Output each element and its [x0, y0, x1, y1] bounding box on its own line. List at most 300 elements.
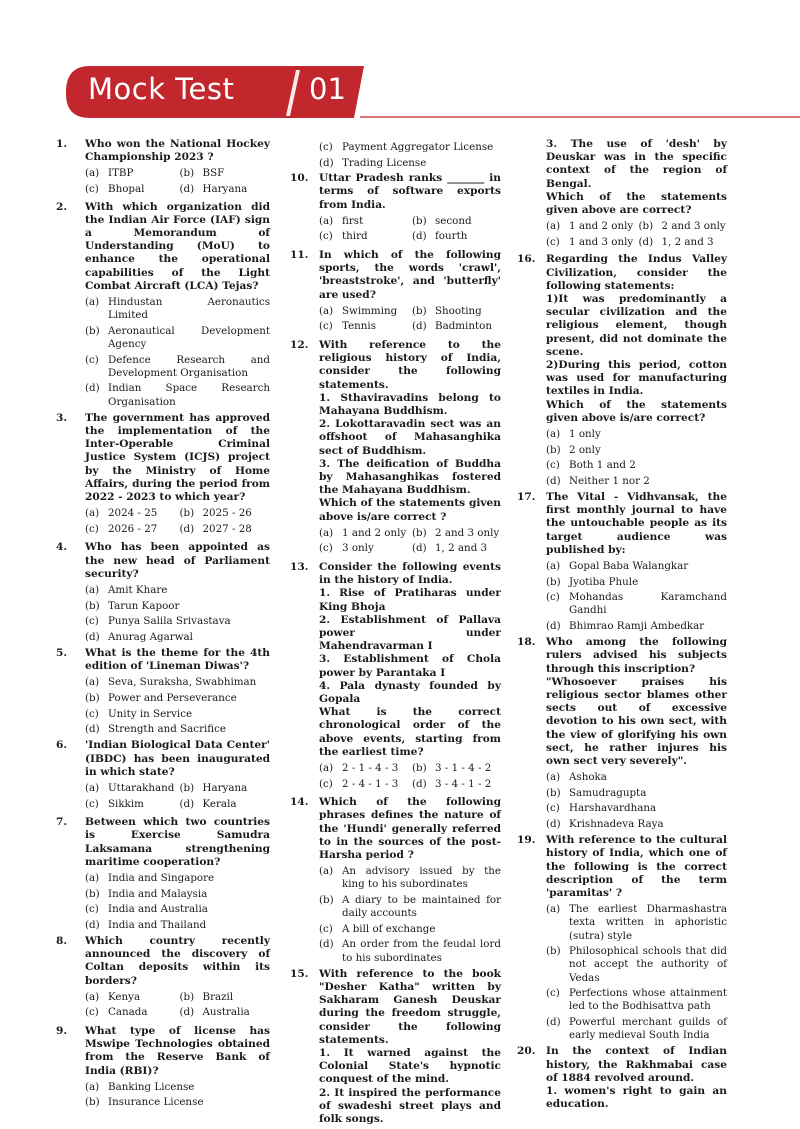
options-list	[319, 762, 501, 793]
question-text: What type of license has Mswipe Technologies obtained from the Reserve Bank of India (RBI)?	[85, 1025, 270, 1077]
option-text: first	[342, 214, 364, 227]
option-text: 2 and 3 only	[661, 220, 726, 233]
option-letter: (b)	[85, 599, 100, 612]
answer-option	[85, 1081, 270, 1094]
option-text: India and Malaysia	[108, 887, 208, 900]
banner-number: 01	[309, 72, 346, 106]
option-letter: (a)	[546, 428, 561, 441]
question-number: 17.	[517, 491, 536, 504]
option-text: Tarun Kapoor	[108, 599, 180, 612]
question-number: 11.	[290, 248, 309, 261]
answer-option	[639, 220, 728, 233]
question-statement: 2)During this period, cotton was used for manufacturing textiles in India.	[546, 359, 727, 398]
option-text: 2025 - 26	[202, 507, 252, 520]
option-letter: (a)	[546, 771, 561, 784]
options-list	[85, 991, 270, 1022]
question-text: In which of the following sports, the words 'crawl', 'breaststroke', and 'butterfly' are used?	[319, 248, 501, 301]
option-text: India and Thailand	[108, 918, 207, 931]
option-text: Seva, Suraksha, Swabhiman	[108, 676, 257, 689]
option-letter: (a)	[319, 865, 334, 878]
answer-option	[319, 320, 408, 333]
option-letter: (c)	[319, 542, 333, 555]
question-text: With which organization did the Indian Air Force (IAF) sign a Memorandum of Understanding (MoU) to enhance the operational capabilities of the Light Combat Aircraft (LCA) Tejas?	[85, 200, 270, 292]
option-letter: (b)	[85, 1096, 100, 1109]
question-number: 18.	[517, 636, 536, 649]
option-letter: (b)	[546, 786, 561, 799]
answer-option	[180, 523, 271, 536]
option-letter: (b)	[412, 526, 427, 539]
answer-option	[546, 444, 727, 457]
banner-title: Mock Test	[88, 72, 235, 106]
option-letter: (b)	[546, 575, 561, 588]
answer-option	[546, 428, 727, 441]
options-list	[319, 305, 501, 336]
option-text: Uttarakhand	[108, 782, 175, 795]
option-text: 1 only	[569, 428, 601, 441]
answer-option	[546, 787, 727, 800]
option-letter: (a)	[319, 214, 334, 227]
option-letter: (b)	[319, 894, 334, 907]
question-item	[56, 412, 270, 539]
question-item	[290, 561, 501, 793]
option-letter: (c)	[319, 141, 333, 153]
option-text: A bill of exchange	[342, 922, 436, 935]
answer-option	[85, 903, 270, 916]
question-number: 20.	[517, 1045, 536, 1058]
option-text: 1, 2 and 3	[435, 542, 488, 555]
option-text: 1, 2 and 3	[661, 235, 714, 248]
option-letter: (c)	[546, 802, 560, 815]
answer-option	[85, 584, 270, 597]
question-statement: 3. Establishment of Chola power by Parantaka I	[319, 653, 501, 679]
question-number: 2.	[56, 200, 68, 213]
question-text: With reference to the religious history of India, consider the following statements.	[319, 338, 501, 391]
answer-option	[412, 542, 501, 555]
answer-option	[85, 600, 270, 613]
option-letter: (a)	[319, 304, 334, 317]
option-letter: (b)	[638, 220, 654, 233]
answer-option	[180, 507, 271, 520]
question-number: 3.	[56, 411, 68, 424]
option-letter: (b)	[179, 990, 195, 1003]
options-list	[546, 220, 727, 251]
option-text: India and Singapore	[108, 872, 215, 885]
option-letter: (a)	[319, 762, 334, 775]
option-text: 1 and 3 only	[569, 235, 634, 248]
option-text: 2024 - 25	[108, 507, 158, 520]
question-item	[56, 739, 270, 813]
option-letter: (d)	[179, 522, 195, 535]
answer-option	[319, 141, 501, 154]
answer-option	[546, 987, 727, 1013]
answer-option	[546, 903, 727, 943]
answer-option	[639, 236, 728, 249]
option-text: Swimming	[342, 304, 398, 317]
option-text: Strength and Sacrifice	[108, 723, 227, 736]
answer-option	[546, 591, 727, 617]
option-letter: (c)	[546, 987, 560, 1000]
question-text: With reference to the cultural history of India, which one of the following is the correct description of the term 'paramitas' ?	[546, 834, 727, 900]
option-letter: (d)	[179, 1006, 195, 1019]
option-letter: (c)	[319, 777, 333, 790]
option-text: Payment Aggregator License	[342, 141, 494, 153]
option-text: fourth	[435, 230, 468, 243]
answer-option	[546, 945, 727, 985]
question-text: Which of the following phrases defines the nature of the 'Hundi' generally referred to in the sources of the post-Harsha period ?	[319, 796, 501, 862]
answer-option	[412, 230, 501, 243]
answer-option	[546, 771, 727, 784]
option-letter: (c)	[319, 320, 333, 333]
option-letter: (d)	[546, 620, 561, 633]
question-text: Who among the following rulers advised his subjects through this inscription?	[546, 636, 727, 675]
option-letter: (c)	[85, 183, 99, 195]
question-text: In the context of Indian history, the Rakhmabai case of 1884 revolved around.	[546, 1045, 727, 1084]
option-text: 3 only	[342, 542, 374, 555]
question-text: Consider the following events in the history of India.	[319, 561, 501, 587]
option-text: Samudragupta	[569, 786, 647, 799]
option-text: The earliest Dharmashastra texta written in aphoristic (sutra) style	[569, 903, 727, 942]
option-text: Unity in Service	[108, 707, 193, 720]
option-text: Krishnadeva Raya	[569, 818, 664, 831]
option-text: Badminton	[435, 320, 492, 333]
answer-option	[412, 762, 501, 775]
question-statement: 1. Rise of Pratiharas under King Bhoja	[319, 587, 501, 613]
option-text: Philosophical schools that did not accept the authority of Vedas	[569, 945, 727, 984]
option-letter: (a)	[319, 526, 334, 539]
question-statement: 2. Lokottaravadin sect was an offshoot of Mahasanghika sect of Buddhism.	[319, 418, 501, 457]
option-text: Both 1 and 2	[569, 459, 636, 472]
question-statement: 1. Sthaviravadins belong to Mahayana Buddhism.	[319, 391, 501, 417]
options-list	[85, 167, 270, 198]
options-list	[546, 903, 727, 1042]
question-number: 15.	[290, 967, 309, 980]
question-number: 7.	[56, 816, 68, 829]
option-letter: (b)	[85, 887, 100, 900]
answer-option	[180, 167, 271, 180]
question-text: Uttar Pradesh ranks _______ in terms of software exports from India.	[319, 172, 501, 211]
option-text: Powerful merchant guilds of early medieval South India	[569, 1016, 727, 1042]
answer-option	[319, 923, 501, 936]
question-text: Regarding the Indus Valley Civilization, consider the following statements:	[546, 253, 727, 292]
answer-option	[546, 560, 727, 573]
option-letter: (d)	[85, 382, 100, 395]
question-item	[290, 172, 501, 246]
option-letter: (a)	[85, 676, 100, 689]
answer-option	[85, 382, 270, 408]
answer-option	[319, 157, 501, 170]
answer-option	[85, 919, 270, 932]
answer-option	[546, 475, 727, 488]
option-letter: (b)	[412, 304, 427, 317]
option-text: third	[342, 230, 368, 243]
option-letter: (a)	[85, 167, 100, 180]
options-list	[546, 771, 727, 831]
question-item	[56, 541, 270, 644]
option-text: Anurag Agarwal	[108, 630, 193, 643]
question-text: Who won the National Hockey Championship 2023 ?	[85, 138, 270, 164]
question-number: 4.	[56, 541, 68, 554]
answer-option	[546, 1016, 727, 1042]
option-text: An order from the feudal lord to his subordinates	[342, 938, 501, 964]
option-letter: (d)	[638, 235, 654, 248]
option-text: Insurance License	[108, 1096, 204, 1109]
option-text: Kenya	[108, 990, 141, 1003]
answer-option	[546, 220, 635, 233]
option-letter: (b)	[179, 782, 195, 795]
question-text: What is the theme for the 4th edition of 'Lineman Diwas'?	[85, 647, 270, 673]
question-item	[517, 636, 727, 831]
answer-option	[319, 938, 501, 964]
question-item	[517, 138, 727, 251]
answer-option	[180, 991, 271, 1004]
option-text: 2 - 4 - 1 - 3	[342, 777, 399, 790]
option-letter: (a)	[85, 990, 100, 1003]
option-letter: (d)	[179, 183, 195, 195]
answer-option	[85, 354, 270, 380]
option-text: Kerala	[202, 797, 237, 810]
option-letter: (b)	[179, 507, 195, 520]
answer-option	[180, 798, 271, 811]
option-text: Amit Khare	[108, 584, 168, 597]
question-item	[56, 935, 270, 1022]
option-text: 3 - 1 - 4 - 2	[435, 762, 492, 775]
option-text: 2027 - 28	[202, 522, 252, 535]
question-statement: Which of the statements given above is/are correct?	[546, 398, 727, 424]
answer-option	[85, 888, 270, 901]
options-list	[85, 782, 270, 813]
options-list	[319, 215, 501, 246]
option-text: Gopal Baba Walangkar	[569, 560, 689, 573]
question-number: 5.	[56, 647, 68, 660]
answer-option	[546, 620, 727, 633]
option-text: Neither 1 nor 2	[569, 474, 650, 487]
option-letter: (b)	[85, 324, 100, 337]
option-letter: (d)	[85, 723, 100, 736]
option-text: Australia	[202, 1006, 250, 1019]
answer-option	[85, 507, 176, 520]
option-text: Aeronautical Development Agency	[108, 324, 270, 351]
option-letter: (d)	[412, 542, 427, 555]
question-item	[517, 491, 727, 633]
question-statement: What is the correct chronological order of the above events, starting from the earliest time?	[319, 706, 501, 758]
question-item	[290, 249, 501, 336]
option-letter: (a)	[85, 872, 100, 885]
answer-option	[319, 894, 501, 920]
option-letter: (b)	[85, 692, 100, 705]
option-letter: (c)	[546, 591, 560, 604]
option-text: 3 - 4 - 1 - 2	[435, 777, 492, 790]
option-letter: (c)	[85, 353, 99, 366]
option-letter: (b)	[412, 762, 427, 775]
options-list	[546, 428, 727, 488]
option-letter: (d)	[85, 630, 100, 643]
option-text: Tennis	[342, 320, 377, 333]
answer-option	[85, 167, 176, 180]
question-statement: 4. Pala dynasty founded by Gopala	[319, 679, 501, 706]
option-letter: (d)	[319, 938, 334, 951]
option-text: Jyotiba Phule	[569, 575, 639, 588]
question-text: The Vital - Vidhvansak, the first monthly journal to have the untouchable people as its target audience was published by:	[546, 491, 727, 556]
option-text: India and Australia	[108, 903, 208, 916]
question-statement: 1. women's right to gain an education.	[546, 1085, 727, 1111]
options-list	[85, 676, 270, 736]
option-letter: (c)	[319, 922, 333, 935]
answer-option	[85, 692, 270, 705]
question-item	[517, 834, 727, 1042]
option-letter: (c)	[85, 522, 99, 535]
option-letter: (b)	[179, 167, 195, 180]
option-letter: (a)	[85, 782, 100, 795]
option-text: Haryana	[202, 183, 248, 195]
question-text: Who has been appointed as the new head of Parliament security?	[85, 541, 270, 580]
question-statement: 1. It warned against the Colonial State's hypnotic conquest of the mind.	[319, 1047, 501, 1086]
option-letter: (d)	[179, 797, 195, 810]
answer-option	[180, 782, 271, 795]
answer-option	[180, 183, 271, 196]
option-letter: (a)	[546, 220, 561, 233]
answer-option	[546, 818, 727, 831]
question-item	[56, 201, 270, 409]
question-statement: 2. Establishment of Pallava power under Mahendravarman I	[319, 613, 501, 653]
option-letter: (d)	[319, 156, 334, 169]
answer-option	[412, 305, 501, 318]
question-item	[290, 968, 501, 1126]
option-text: Bhimrao Ramji Ambedkar	[569, 620, 705, 633]
question-text: With reference to the book "Desher Katha" written by Sakharam Ganesh Deuskar during the freedom struggle, consider the following statements.	[319, 967, 501, 1046]
question-item	[290, 141, 501, 170]
question-item	[290, 339, 501, 558]
options-list	[319, 527, 501, 558]
option-text: 1 and 2 only	[342, 526, 407, 539]
question-statement: 2. It inspired the performance of swadeshi street plays and folk songs.	[319, 1086, 501, 1126]
option-letter: (c)	[546, 235, 560, 248]
option-text: Ashoka	[569, 771, 607, 784]
option-text: Indian Space Research Organisation	[108, 382, 270, 408]
option-text: Sikkim	[108, 797, 144, 810]
option-text: 2 - 1 - 4 - 3	[342, 762, 399, 775]
option-text: A diary to be maintained for daily accounts	[342, 894, 501, 920]
answer-option	[319, 865, 501, 891]
option-letter: (c)	[319, 230, 333, 243]
question-item	[517, 253, 727, 488]
question-column-2	[290, 138, 501, 1129]
options-list	[85, 872, 270, 932]
option-text: Power and Perseverance	[108, 692, 237, 705]
option-letter: (d)	[546, 1016, 561, 1029]
answer-option	[319, 762, 408, 775]
answer-option	[546, 236, 635, 249]
question-text: Between which two countries is Exercise Samudra Laksamana strengthening maritime cooperation?	[85, 816, 270, 868]
question-statement: "Whosoever praises his religious sector blames other sects out of excessive devotion to his own sect, with the view of glorifying his own sect, he rather injures his own sect very severely".	[546, 675, 727, 768]
answer-option	[85, 782, 176, 795]
answer-option	[412, 778, 501, 791]
answer-option	[546, 576, 727, 589]
answer-option	[85, 798, 176, 811]
answer-option	[319, 215, 408, 228]
option-text: 2 only	[569, 443, 601, 456]
option-text: Bhopal	[108, 183, 145, 195]
answer-option	[319, 527, 408, 540]
options-list	[319, 141, 501, 170]
answer-option	[319, 778, 408, 791]
option-letter: (d)	[546, 818, 561, 831]
question-number: 1.	[56, 138, 68, 150]
answer-option	[85, 1096, 270, 1109]
option-text: Hindustan Aeronautics Limited	[108, 296, 270, 322]
option-text: second	[435, 214, 472, 227]
option-text: Trading License	[342, 156, 427, 169]
answer-option	[412, 320, 501, 333]
option-letter: (d)	[546, 474, 561, 487]
option-letter: (c)	[85, 797, 99, 810]
question-number: 16.	[517, 253, 536, 266]
option-text: BSF	[202, 167, 225, 180]
answer-option	[319, 542, 408, 555]
option-letter: (c)	[546, 459, 560, 472]
question-item	[56, 138, 270, 199]
answer-option	[85, 991, 176, 1004]
answer-option	[546, 459, 727, 472]
option-text: 2026 - 27	[108, 522, 158, 535]
option-text: Brazil	[202, 990, 234, 1003]
option-letter: (a)	[85, 1080, 100, 1093]
answer-option	[180, 1006, 271, 1019]
question-statement: Which of the statements given above are correct?	[546, 190, 727, 217]
option-text: Haryana	[202, 782, 248, 795]
answer-option	[85, 631, 270, 644]
question-item	[56, 1025, 270, 1110]
question-column-3	[517, 138, 727, 1114]
answer-option	[85, 296, 270, 322]
question-item	[517, 1045, 727, 1111]
question-text: The government has approved the implementation of the Inter-Operable Criminal Justice System (ICJS) project by the Ministry of Home Affairs, during the period from 2022 - 2023 to which year?	[85, 411, 270, 504]
option-text: Punya Salila Srivastava	[108, 615, 231, 628]
question-number: 8.	[56, 935, 68, 947]
answer-option	[85, 872, 270, 885]
option-text: Canada	[108, 1006, 148, 1019]
option-letter: (a)	[546, 560, 561, 573]
answer-option	[319, 230, 408, 243]
question-column-1	[56, 138, 270, 1113]
answer-option	[412, 215, 501, 228]
question-item	[56, 647, 270, 736]
option-text: 1 and 2 only	[569, 220, 634, 233]
option-text: Defence Research and Development Organisation	[108, 353, 270, 379]
question-number: 9.	[56, 1025, 68, 1037]
option-letter: (a)	[85, 584, 100, 597]
answer-option	[546, 802, 727, 815]
answer-option	[85, 1006, 176, 1019]
question-item	[56, 816, 270, 932]
option-letter: (b)	[546, 443, 561, 456]
option-letter: (a)	[85, 296, 100, 309]
answer-option	[85, 723, 270, 736]
option-text: ITBP	[108, 167, 134, 180]
question-number: 10.	[290, 172, 309, 185]
answer-option	[85, 325, 270, 351]
options-list	[319, 865, 501, 965]
option-letter: (d)	[85, 918, 100, 931]
option-letter: (a)	[85, 507, 100, 520]
answer-option	[85, 676, 270, 689]
options-list	[546, 560, 727, 633]
question-statement: 1)It was predominantly a secular civilization and the religious element, though present, did not dominate the scene.	[546, 293, 727, 358]
option-text: Shooting	[435, 304, 482, 317]
option-letter: (d)	[412, 320, 427, 333]
option-text: 2 and 3 only	[435, 526, 500, 539]
question-item	[290, 796, 501, 965]
option-text: Harshavardhana	[569, 802, 657, 815]
